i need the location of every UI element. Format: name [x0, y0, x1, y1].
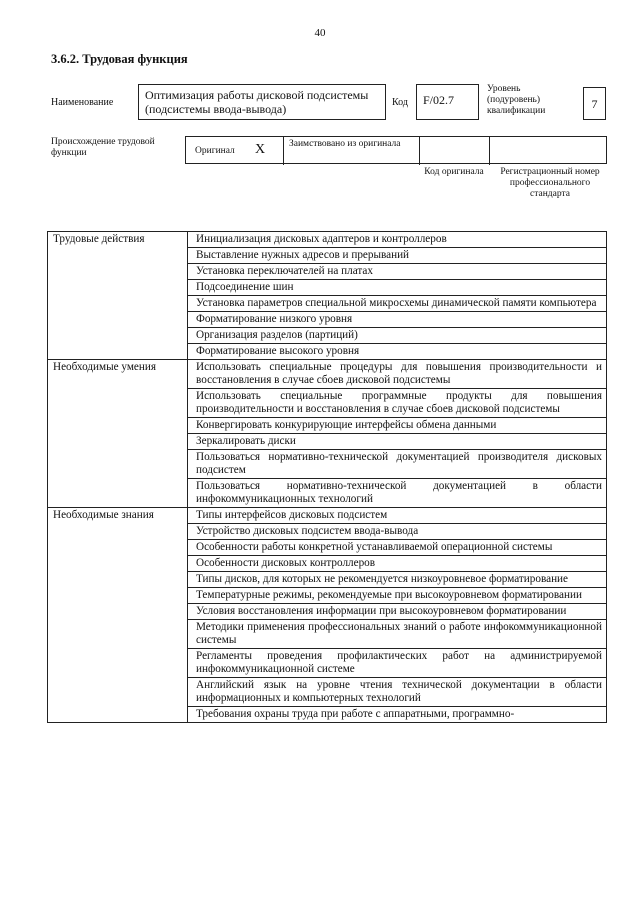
code-label: Код: [392, 97, 408, 108]
name-value: Оптимизация работы дисковой подсистемы (подсистемы ввода-вывода): [145, 88, 369, 116]
category-label: Необходимые умения: [48, 360, 188, 508]
table-cell: Конвергировать конкурирующие интерфейсы обмена данными: [188, 418, 607, 434]
table-cell: Установка переключателей на платах: [188, 264, 607, 280]
table-cell: Условия восстановления информации при высокоуровневом форматировании: [188, 604, 607, 620]
table-cell: Пользоваться нормативно-технической документацией в области инфокоммуникационных технологий: [188, 479, 607, 508]
original-label: Оригинал: [195, 146, 235, 156]
code-original-label: Код оригинала: [424, 167, 484, 177]
origin-borrowed-cell: [284, 137, 420, 165]
original-mark: X: [255, 142, 266, 157]
table-cell: Форматирование высокого уровня: [188, 344, 607, 360]
origin-row: [185, 136, 607, 164]
code-original-cell: [420, 137, 490, 165]
section-title: 3.6.2. Трудовая функция: [51, 52, 188, 66]
table-cell: Форматирование низкого уровня: [188, 312, 607, 328]
reg-number-cell: [490, 137, 606, 165]
table-cell: Методики применения профессиональных знаний о работе инфокоммуникационной системы: [188, 620, 607, 649]
level-value: 7: [591, 97, 598, 111]
table-cell: Установка параметров специальной микросхемы динамической памяти компьютера: [188, 296, 607, 312]
origin-original-cell: [186, 137, 284, 165]
table-cell: Типы дисков, для которых не рекомендуется низкоуровневое форматирование: [188, 572, 607, 588]
table-row: [48, 232, 607, 248]
table-cell: Особенности дисковых контроллеров: [188, 556, 607, 572]
function-table: [47, 231, 607, 723]
table-row: [48, 360, 607, 389]
table-cell: Использовать специальные программные продукты для повышения производительности и восстановления в случае сбоев дисковой подсистемы: [188, 389, 607, 418]
origin-label: Происхождение трудовой функции: [51, 137, 155, 158]
page-number: 40: [314, 27, 326, 39]
table-cell: Регламенты проведения профилактических работ на администрируемой инфокоммуникационной системе: [188, 649, 607, 678]
table-cell: Температурные режимы, рекомендуемые при высокоуровневом форматировании: [188, 588, 607, 604]
table-cell: Требования охраны труда при работе с аппаратными, программно-: [188, 707, 607, 723]
level-label: Уровень (подуровень) квалификации: [487, 84, 546, 116]
reg-number-label: Регистрационный номер профессионального стандарта: [500, 167, 600, 199]
category-label: Трудовые действия: [48, 232, 188, 360]
table-cell: Инициализация дисковых адаптеров и контроллеров: [188, 232, 607, 248]
table-cell: Типы интерфейсов дисковых подсистем: [188, 508, 607, 524]
table-cell: Особенности работы конкретной устанавливаемой операционной системы: [188, 540, 607, 556]
code-value: F/02.7: [423, 93, 455, 107]
name-value-box: [138, 84, 386, 120]
table-cell: Использовать специальные процедуры для повышения производительности и восстановления в случае сбоев дисковой подсистемы: [188, 360, 607, 389]
table-cell: Английский язык на уровне чтения технической документации в области информационных и компьютерных технологий: [188, 678, 607, 707]
table-cell: Подсоединение шин: [188, 280, 607, 296]
table-cell: Выставление нужных адресов и прерываний: [188, 248, 607, 264]
table-row: [48, 508, 607, 524]
category-label: Необходимые знания: [48, 508, 188, 723]
code-value-box: [416, 84, 479, 120]
table-cell: Организация разделов (партиций): [188, 328, 607, 344]
borrowed-label: Заимствовано из оригинала: [289, 139, 401, 149]
table-cell: Устройство дисковых подсистем ввода-вывода: [188, 524, 607, 540]
level-value-box: [583, 87, 606, 120]
table-cell: Зеркалировать диски: [188, 434, 607, 450]
name-label: Наименование: [51, 97, 114, 108]
table-cell: Пользоваться нормативно-технической документацией производителя дисковых подсистем: [188, 450, 607, 479]
